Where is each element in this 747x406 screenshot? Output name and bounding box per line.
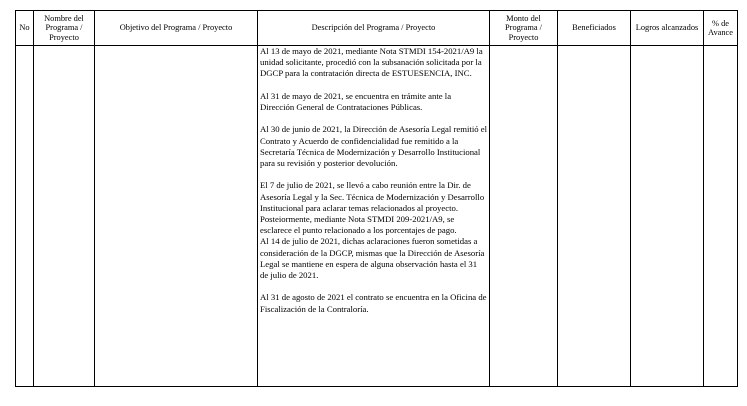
- cell-descripcion: [258, 46, 490, 387]
- desc-paragraph-5: Al 14 de julio de 2021, dichas aclaraciones fueron sometidas a consideración de la DGCP, mismas que la Dirección de Asesoría Legal se mantiene en espera de alguna observación hasta el 31 de julio de 2021.: [260, 236, 485, 281]
- cell-no: [16, 46, 34, 387]
- cell-logros: [631, 46, 704, 387]
- cell-objetivo: [95, 46, 258, 387]
- table-row: [16, 46, 738, 387]
- desc-paragraph-1: Al 13 de mayo de 2021, mediante Nota STMDI 154-2021/A9 la unidad solicitante, procedió con la subsanación solicitada por la DGCP para la contratación directa de ESTUESENCIA, INC.: [260, 46, 483, 79]
- header-row: [16, 11, 738, 46]
- header-logros: Logros alcanzados: [631, 11, 704, 46]
- header-nombre: Nombre del Programa / Proyecto: [34, 11, 95, 46]
- header-avance: % de Avance: [704, 11, 738, 46]
- desc-paragraph-3: Al 30 de junio de 2021, la Dirección de Asesoría Legal remitió el Contrato y Acuerdo de confidencialidad fue remitido a la Secretaría Técnica de Modernización y Desarrollo Institucional para su revisión y posterior devolución.: [260, 124, 488, 168]
- header-objetivo: Objetivo del Programa / Proyecto: [95, 11, 258, 46]
- cell-monto: [490, 46, 558, 387]
- header-monto: Monto del Programa / Proyecto: [490, 11, 558, 46]
- header-no: No: [16, 11, 34, 46]
- cell-nombre: [34, 46, 95, 387]
- program-report-table: [15, 10, 738, 387]
- cell-avance: [704, 46, 738, 387]
- cell-beneficiados: [558, 46, 631, 387]
- header-beneficiados: Beneficiados: [558, 11, 631, 46]
- header-descripcion: Descripción del Programa / Proyecto: [258, 11, 490, 46]
- desc-paragraph-4: El 7 de julio de 2021, se llevó a cabo reunión entre la Dir. de Asesoría Legal y la Sec. Técnica de Modernización y Desarrollo Institucional para aclarar temas relacionados al proyecto. Posteiormente, mediante Nota STMDI 209-2021/A9, se esclarece el punto relacionado a los porcentajes de pago.: [260, 180, 485, 236]
- desc-paragraph-2: Al 31 de mayo de 2021, se encuentra en trámite ante la Dirección General de Contrataciones Públicas.: [260, 90, 452, 112]
- desc-paragraph-6: Al 31 de agosto de 2021 el contrato se encuentra en la Oficina de Fiscalización de la Contraloría.: [260, 292, 487, 314]
